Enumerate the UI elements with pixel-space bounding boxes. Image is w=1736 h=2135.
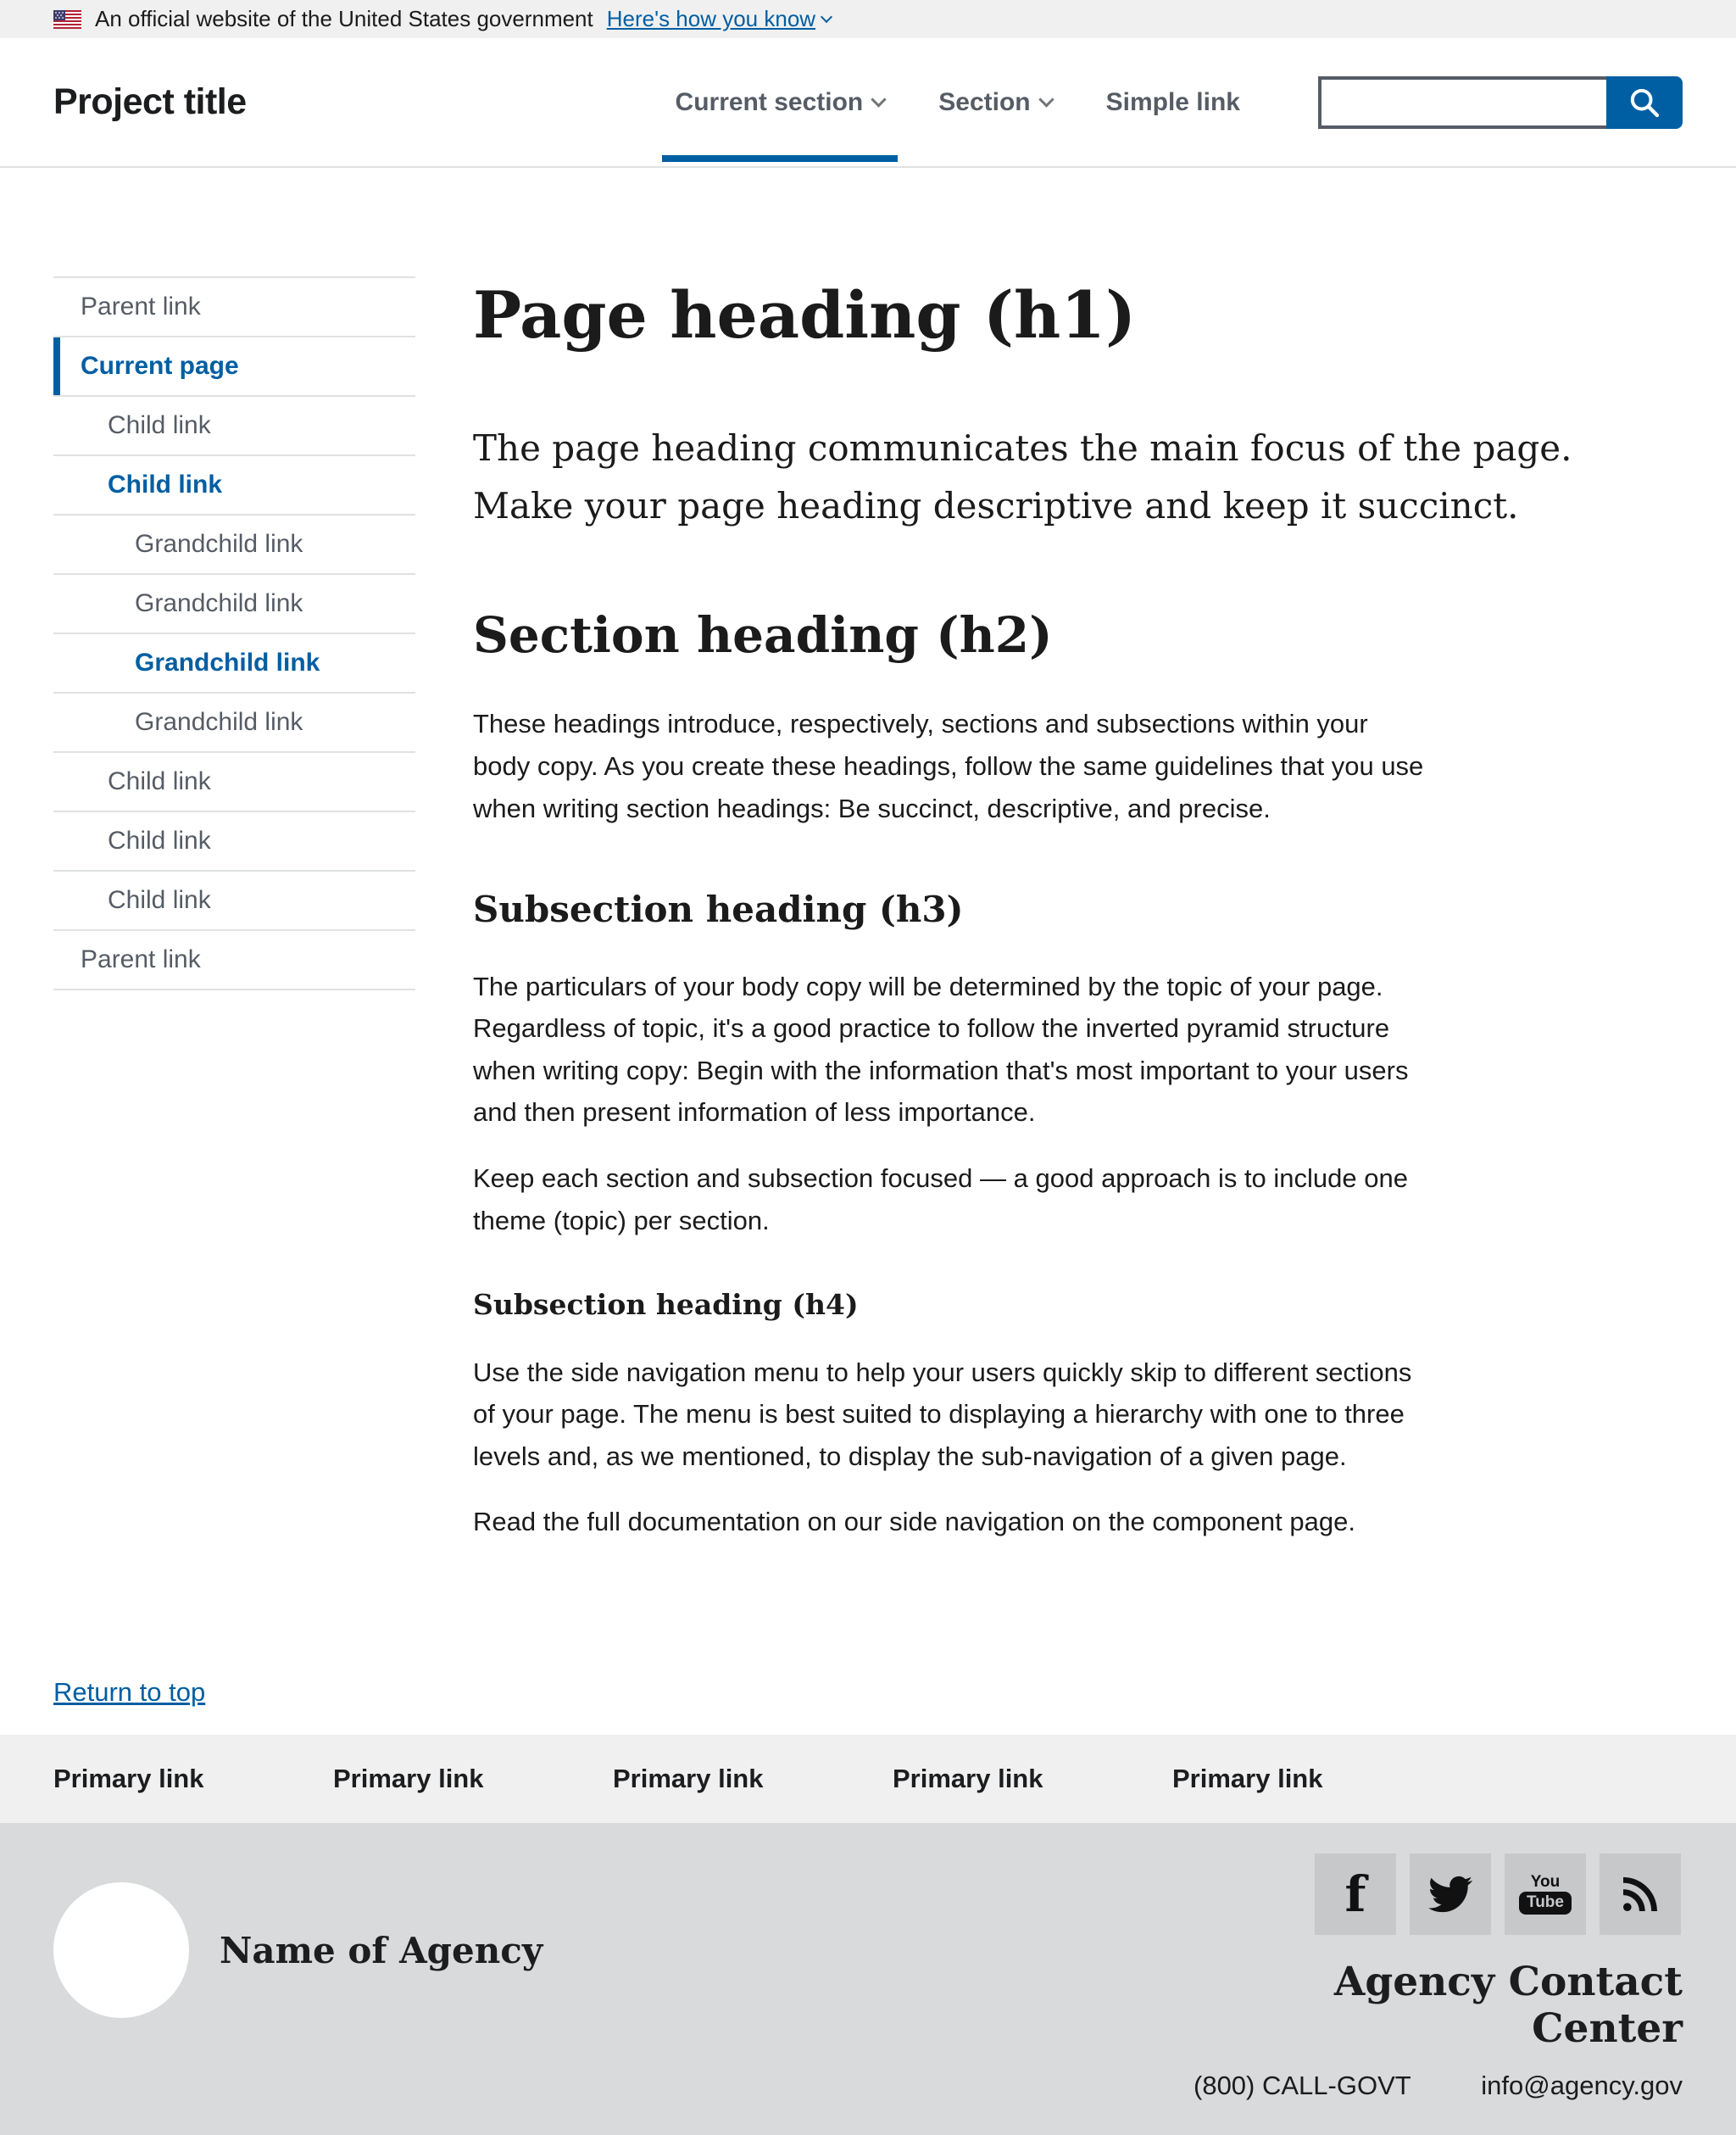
site-header [0,38,1736,168]
agency-contact-block [1194,1853,1683,2101]
site-footer [0,1735,1736,2135]
chevron-down-icon [871,92,887,107]
side-navigation [53,276,415,990]
agency-name: Name of Agency [220,1929,543,1971]
footer-primary-nav [0,1735,1736,1823]
sidenav-item [53,454,415,514]
social-links [1315,1853,1681,1935]
youtube-link[interactable] [1505,1853,1586,1935]
twitter-icon [1428,1872,1472,1916]
sidenav-link-parent[interactable]: Parent link [81,945,201,973]
gov-banner [0,0,1736,38]
return-to-top-link[interactable]: Return to top [53,1677,206,1708]
paragraph: These headings introduce, respectively, sections and subsections within your body copy. As you create these headings, follow the same guidelines that you use when writing section headings: Be succinct, descriptive, and precise. [473,709,1424,823]
sidenav-link-grandchild[interactable]: Grandchild link [135,530,303,558]
agency-identity [53,1882,542,2018]
section-heading: Section heading (h2) [473,605,1053,664]
main-content [415,168,1683,1567]
youtube-icon: You Tube [1519,1874,1572,1915]
contact-center-heading: Agency Contact Center [1333,1959,1683,2053]
facebook-link[interactable] [1315,1853,1396,1935]
footer-primary-link[interactable]: Primary link [893,1764,1043,1794]
sidenav-link-current-page[interactable]: Current page [81,352,239,380]
agency-logo [53,1882,189,2018]
sidenav-link-child[interactable]: Child link [108,411,211,439]
sidenav-item [53,870,415,929]
intro-paragraph: The page heading communicates the main focus of the page. Make your page heading descriptive and keep it succinct. [473,427,1572,527]
sidenav-item [53,573,415,633]
banner-text: An official website of the United States government [95,6,593,31]
contact-email-link[interactable]: info@agency.gov [1481,2071,1683,2101]
us-flag-icon [53,10,81,29]
sidenav-link-grandchild[interactable]: Grandchild link [135,708,303,736]
page-layout [0,168,1736,1567]
paragraph: Keep each section and subsection focused — a good approach is to include one theme (topic) per section. [473,1162,1408,1235]
search-form [1318,76,1683,129]
sidenav-link-child[interactable]: Child link [108,886,211,914]
sidenav-item-current-page [53,336,415,395]
sidenav-link-grandchild[interactable]: Grandchild link [135,589,303,617]
sidenav-link-grandchild-active[interactable]: Grandchild link [135,649,320,677]
paragraph: Read the full documentation on our side navigation on the component page. [473,1507,1355,1537]
rss-icon [1620,1874,1661,1915]
rss-link[interactable] [1600,1853,1681,1935]
footer-primary-link[interactable]: Primary link [53,1764,204,1794]
footer-secondary-section [0,1823,1736,2135]
chevron-down-icon [1038,92,1054,107]
nav-item-simple-link[interactable]: Simple link [1105,87,1240,116]
twitter-link[interactable] [1410,1853,1491,1935]
sidenav-item [53,929,415,989]
footer-primary-link[interactable]: Primary link [1172,1764,1323,1794]
sidenav-item [53,395,415,454]
sidenav-item [53,692,415,751]
sidenav-link-child[interactable]: Child link [108,767,211,795]
nav-item-section[interactable]: Section [911,38,1078,166]
paragraph: Use the side navigation menu to help your users quickly skip to different sections of your page. The menu is best suited to displaying a hierarchy with one to three levels and, as we mentioned, to display the sub-navigation of a given page. [473,1357,1412,1471]
primary-nav [648,38,1267,166]
footer-primary-link[interactable]: Primary link [333,1764,484,1794]
footer-primary-link[interactable]: Primary link [613,1764,764,1794]
search-input[interactable] [1318,76,1606,129]
contact-info [1194,2071,1683,2101]
sidenav-item [53,514,415,573]
chevron-down-icon [821,10,832,22]
sidenav-item [53,751,415,811]
sidenav-link-parent[interactable]: Parent link [81,293,201,321]
sidenav-link-child[interactable]: Child link [108,827,211,855]
sidenav-item [53,811,415,870]
search-icon [1628,86,1661,120]
nav-item-current-section[interactable]: Current section [648,38,912,166]
subsection-heading-h4: Subsection heading (h4) [473,1288,859,1322]
paragraph: The particulars of your body copy will be determined by the topic of your page. Regardless of topic, it's a good practice to follow the inverted pyramid structure when writing copy: Begin with the information that's most important to your users and then present information of less importance. [473,971,1409,1128]
heres-how-you-know-link[interactable]: Here's how you know [607,6,831,32]
project-title-link[interactable]: Project title [53,81,247,122]
search-button[interactable] [1606,76,1683,129]
facebook-icon: f [1344,1865,1366,1924]
sidenav-item [53,276,415,336]
page-heading: Page heading (h1) [473,277,1137,353]
subsection-heading-h3: Subsection heading (h3) [473,889,964,931]
sidenav-link-child-active[interactable]: Child link [108,471,222,499]
sidenav-item [53,633,415,692]
contact-phone-link[interactable]: (800) CALL-GOVT [1194,2071,1411,2101]
